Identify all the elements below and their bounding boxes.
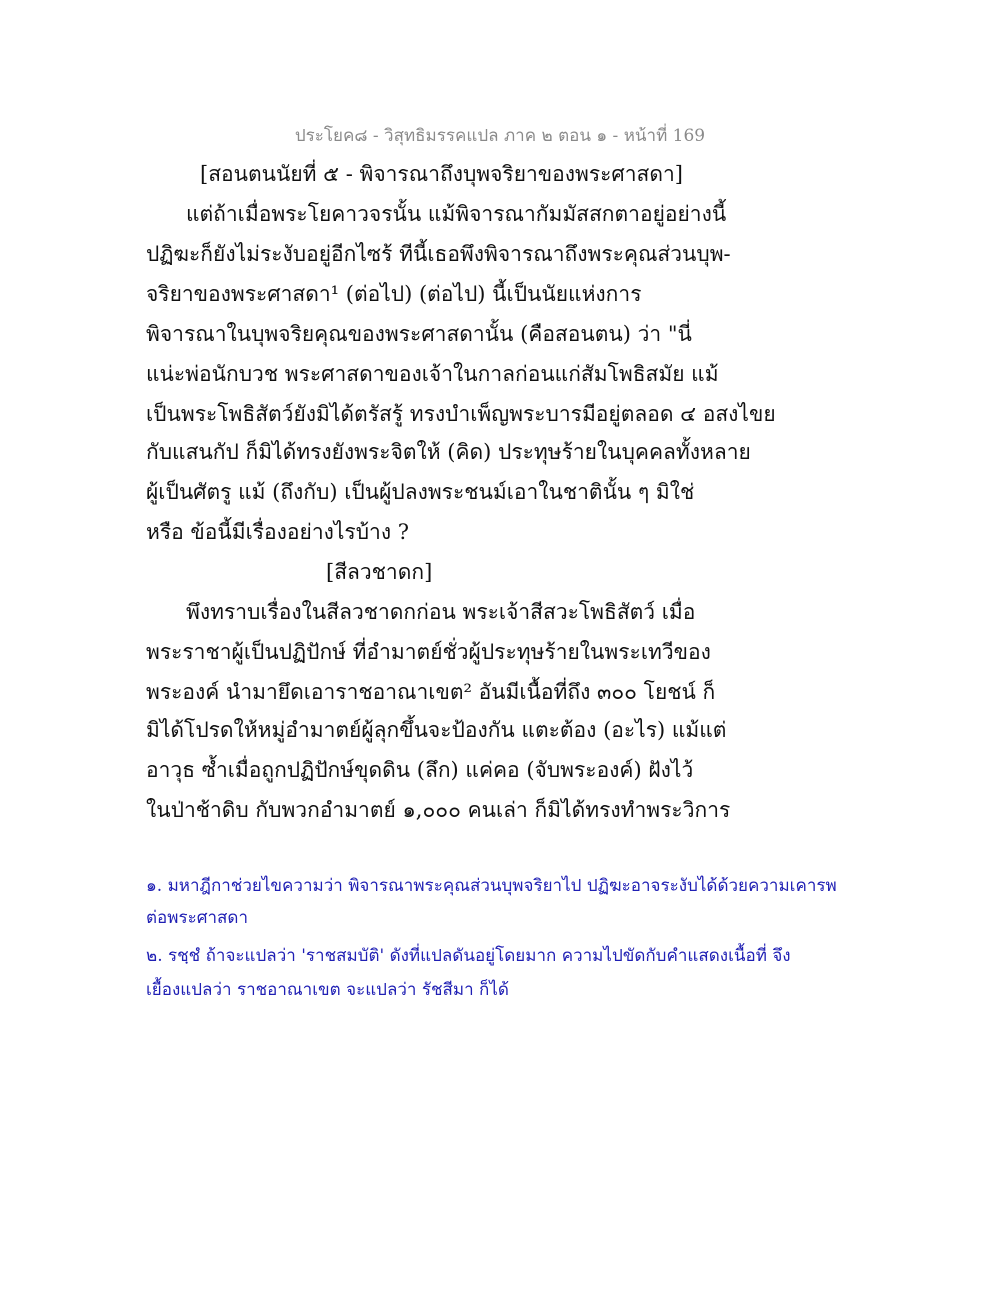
subheading: [สีลวชาดก] <box>326 560 433 584</box>
footnote-1: ๑. มหาฎีกาช่วยไขความว่า พิจารณาพระคุณส่วนบุพจริยาไป ปฏิฆะอาจระงับได้ด้วยความเคารพ <box>146 876 837 896</box>
paragraph-line: พระราชาผู้เป็นปฏิปักษ์ ที่อำมาตย์ชั่วผู้ประทุษร้ายในพระเทวีของ <box>146 640 711 664</box>
page-header: ประโยค๘ - วิสุทธิมรรคแปล ภาค ๒ ตอน ๑ - หน้าที่ 169 <box>294 126 706 146</box>
paragraph-line: จริยาของพระศาสดา¹ (ต่อไป) (ต่อไป) นี้เป็นนัยแห่งการ <box>146 282 642 306</box>
footnote-2: ๒. รชฺชํ ถ้าจะแปลว่า 'ราชสมบัติ' ดังที่แปลดันอยู่โดยมาก ความไปขัดกับคำแสดงเนื้อที่ จึง <box>146 946 791 966</box>
paragraph-line: หรือ ข้อนี้มีเรื่องอย่างไรบ้าง ? <box>146 520 410 544</box>
paragraph-line: ปฏิฆะก็ยังไม่ระงับอยู่อีกไซร้ ทีนี้เธอพึงพิจารณาถึงพระคุณส่วนบุพ- <box>146 242 731 266</box>
paragraph-line: เป็นพระโพธิสัตว์ยังมิได้ตรัสรู้ ทรงบำเพ็ญพระบารมีอยู่ตลอด ๔ อสงไขย <box>146 402 776 426</box>
paragraph-line: พระองค์ นำมายึดเอาราชอาณาเขต² อันมีเนื้อที่ถึง ๓๐๐ โยชน์ ก็ <box>146 680 716 704</box>
paragraph-line: ผู้เป็นศัตรู แม้ (ถึงกับ) เป็นผู้ปลงพระชนม์เอาในชาตินั้น ๆ มิใช่ <box>146 480 695 504</box>
paragraph-line: แต่ถ้าเมื่อพระโยคาวจรนั้น แม้พิจารณากัมมัสสกตาอยู่อย่างนี้ <box>186 202 727 226</box>
paragraph-line: ในป่าช้าดิบ กับพวกอำมาตย์ ๑,๐๐๐ คนเล่า ก็มิได้ทรงทำพระวิการ <box>146 798 731 822</box>
paragraph-line: กับแสนกัป ก็มิได้ทรงยังพระจิตให้ (คิด) ประทุษร้ายในบุคคลทั้งหลาย <box>146 440 751 464</box>
paragraph-line: พึงทราบเรื่องในสีลวชาดกก่อน พระเจ้าสีสวะโพธิสัตว์ เมื่อ <box>186 600 696 624</box>
paragraph-line: พิจารณาในบุพจริยคุณของพระศาสดานั้น (คือสอนตน) ว่า "นี่ <box>146 322 692 346</box>
paragraph-line: อาวุธ ซ้ำเมื่อถูกปฏิปักษ์ขุดดิน (ลึก) แค่คอ (จับพระองค์) ฝังไว้ <box>146 758 694 782</box>
section-heading: [สอนตนนัยที่ ๕ - พิจารณาถึงบุพจริยาของพระศาสดา] <box>200 162 683 186</box>
paragraph-line: มิได้โปรดให้หมู่อำมาตย์ผู้ลุกขึ้นจะป้องกัน แตะต้อง (อะไร) แม้แต่ <box>146 718 727 742</box>
footnote-1-continued: ต่อพระศาสดา <box>146 908 249 928</box>
footnote-2-continued: เยื้องแปลว่า ราชอาณาเขต จะแปลว่า รัชสีมา ก็ได้ <box>146 980 509 1000</box>
paragraph-line: แน่ะพ่อนักบวช พระศาสดาของเจ้าในกาลก่อนแก่สัมโพธิสมัย แม้ <box>146 362 719 386</box>
